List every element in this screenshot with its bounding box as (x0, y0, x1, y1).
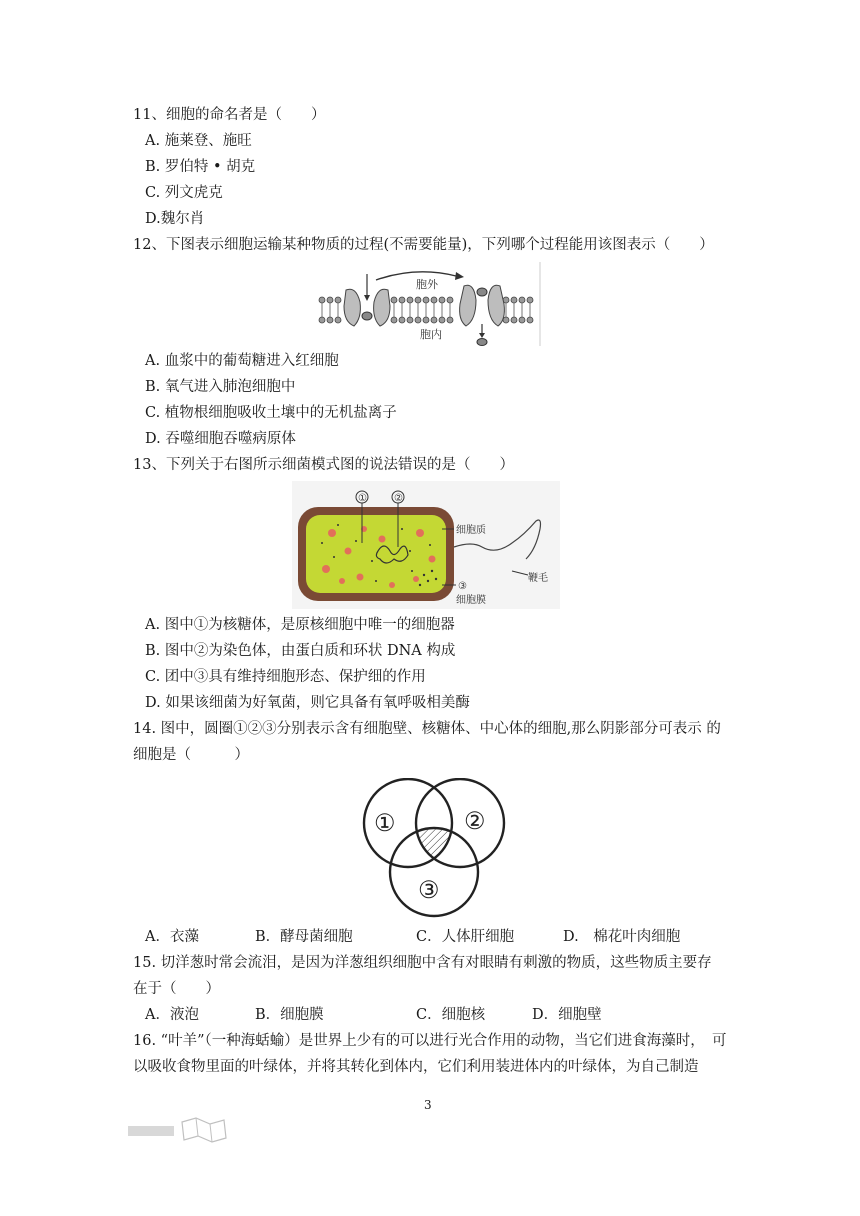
circle-2-label: ② (464, 807, 486, 835)
q13-option-d: D. 如果该细菌为好氧菌，则它具备有氧呼吸相美酶 (145, 695, 470, 711)
q15-option-c: C．细胞核 (416, 1007, 486, 1023)
q14-option-a: A．衣藻 (145, 929, 199, 945)
membrane-transport-figure (316, 262, 542, 346)
bacterium-figure (292, 481, 560, 609)
flagellum-label: 鞭毛 (528, 573, 548, 584)
marker-3: ③ (458, 581, 467, 592)
q16-stem-line2: 以吸收食物里面的叶绿体，并将其转化到体内，它们利用装进体内的叶绿体，为自己制造 (133, 1059, 699, 1075)
q14-stem-line2: 细胞是（ ） (133, 747, 249, 763)
q12-option-a: A. 血浆中的葡萄糖进入红细胞 (145, 353, 339, 369)
circle-3-label: ③ (418, 876, 440, 904)
q16-stem-line1: 16. “叶羊”（一种海蛞蝓）是世界上少有的可以进行光合作用的动物，当它们进食海藻时， 可 (133, 1033, 727, 1049)
circle-1-label: ① (374, 809, 396, 837)
q13-option-c: C. 团中③具有维持细胞形态、保护细的作用 (145, 669, 426, 685)
marker-1: ① (358, 493, 367, 504)
q11-option-c: C. 列文虎克 (145, 185, 223, 201)
q15-stem-line2: 在于（ ） (133, 981, 220, 997)
q14-option-c: C．人体肝细胞 (416, 929, 515, 945)
q11-option-b: B. 罗伯特 • 胡克 (145, 159, 256, 175)
q13-option-a: A. 图中①为核糖体，是原核细胞中唯一的细胞器 (145, 617, 455, 633)
marker-2: ② (394, 493, 403, 504)
q14-option-b: B．酵母菌细胞 (255, 929, 353, 945)
q15-option-a: A．液泡 (145, 1007, 199, 1023)
q11-stem: 11、细胞的命名者是（ ） (133, 107, 326, 123)
q14-option-d: D. 棉花叶肉细胞 (563, 929, 681, 945)
q15-option-d: D．细胞壁 (532, 1007, 602, 1023)
q13-stem: 13、下列关于右图所示细菌模式图的说法错误的是（ ） (133, 457, 514, 473)
page-number: 3 (424, 1098, 432, 1112)
venn-diagram (352, 778, 516, 922)
q11-option-a: A. 施莱登、施旺 (145, 133, 252, 149)
watermark-logo (126, 1114, 230, 1144)
q12-option-d: D. 吞噬细胞吞噬病原体 (145, 431, 296, 447)
inside-label: 胞内 (420, 328, 442, 341)
q15-option-b: B．细胞膜 (255, 1007, 324, 1023)
cytoplasm-label: 细胞质 (456, 525, 486, 536)
q12-option-c: C. 植物根细胞吸收土壤中的无机盐离子 (145, 405, 397, 421)
q12-stem: 12、下图表示细胞运输某种物质的过程(不需要能量)，下列哪个过程能用该图表示（ ） (133, 237, 714, 253)
q14-stem-line1: 14. 图中，圆圈①②③分别表示含有细胞壁、核糖体、中心体的细胞,那么阴影部分可表示 的 (133, 721, 721, 737)
outside-label: 胞外 (416, 278, 438, 291)
q11-option-d: D.魏尔肖 (145, 211, 205, 227)
q12-option-b: B. 氧气进入肺泡细胞中 (145, 379, 296, 395)
q13-option-b: B. 图中②为染色体，由蛋白质和环状 DNA 构成 (145, 643, 456, 659)
q15-stem-line1: 15. 切洋葱时常会流泪，是因为洋葱组织细胞中含有对眼睛有刺激的物质，这些物质主要存 (133, 955, 712, 971)
membrane-label: 细胞膜 (456, 595, 486, 606)
